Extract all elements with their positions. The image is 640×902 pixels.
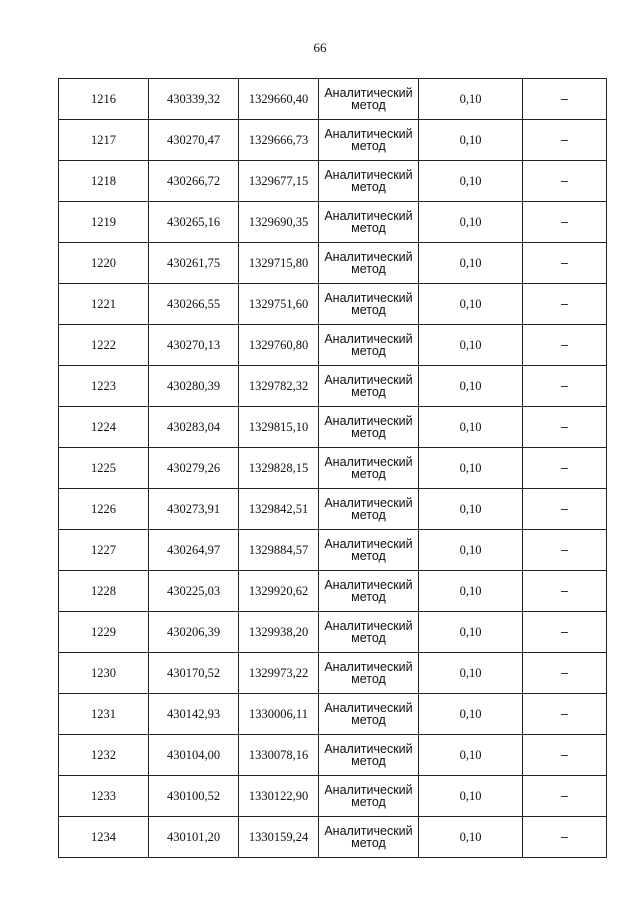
table-row bbox=[59, 612, 607, 653]
method-line2: метод bbox=[351, 385, 386, 399]
precision-cell: 0,10 bbox=[419, 735, 523, 776]
method-line2: метод bbox=[351, 836, 386, 850]
y-coordinate-cell: 1330159,24 bbox=[239, 817, 319, 858]
y-coordinate-cell: 1329677,15 bbox=[239, 161, 319, 202]
method-line2: метод bbox=[351, 303, 386, 317]
table-row bbox=[59, 325, 607, 366]
method-cell bbox=[319, 448, 419, 489]
point-number-cell: 1225 bbox=[59, 448, 149, 489]
point-number-cell: 1228 bbox=[59, 571, 149, 612]
x-coordinate-cell: 430339,32 bbox=[149, 79, 239, 120]
point-number-cell: 1222 bbox=[59, 325, 149, 366]
precision-cell: 0,10 bbox=[419, 243, 523, 284]
method-line1: Аналитический bbox=[324, 290, 413, 305]
method-line1: Аналитический bbox=[324, 372, 413, 387]
y-coordinate-cell: 1329938,20 bbox=[239, 612, 319, 653]
method-line1: Аналитический bbox=[324, 454, 413, 469]
x-coordinate-cell: 430273,91 bbox=[149, 489, 239, 530]
method-cell bbox=[319, 817, 419, 858]
method-line1: Аналитический bbox=[324, 331, 413, 346]
y-coordinate-cell: 1329973,22 bbox=[239, 653, 319, 694]
precision-cell: 0,10 bbox=[419, 489, 523, 530]
table-row bbox=[59, 202, 607, 243]
table-row bbox=[59, 448, 607, 489]
method-cell bbox=[319, 325, 419, 366]
method-line1: Аналитический bbox=[324, 741, 413, 756]
x-coordinate-cell: 430270,47 bbox=[149, 120, 239, 161]
y-coordinate-cell: 1329828,15 bbox=[239, 448, 319, 489]
y-coordinate-cell: 1329690,35 bbox=[239, 202, 319, 243]
method-line1: Аналитический bbox=[324, 413, 413, 428]
y-coordinate-cell: 1329715,80 bbox=[239, 243, 319, 284]
method-line2: метод bbox=[351, 180, 386, 194]
precision-cell: 0,10 bbox=[419, 79, 523, 120]
y-coordinate-cell: 1330078,16 bbox=[239, 735, 319, 776]
table-row bbox=[59, 817, 607, 858]
x-coordinate-cell: 430104,00 bbox=[149, 735, 239, 776]
point-number-cell: 1217 bbox=[59, 120, 149, 161]
table-row bbox=[59, 489, 607, 530]
method-line1: Аналитический bbox=[324, 208, 413, 223]
y-coordinate-cell: 1329782,32 bbox=[239, 366, 319, 407]
method-line1: Аналитический bbox=[324, 782, 413, 797]
x-coordinate-cell: 430270,13 bbox=[149, 325, 239, 366]
method-line1: Аналитический bbox=[324, 700, 413, 715]
point-number-cell: 1219 bbox=[59, 202, 149, 243]
table-row bbox=[59, 120, 607, 161]
note-cell: – bbox=[523, 366, 607, 407]
method-line2: метод bbox=[351, 754, 386, 768]
point-number-cell: 1232 bbox=[59, 735, 149, 776]
precision-cell: 0,10 bbox=[419, 653, 523, 694]
method-cell bbox=[319, 407, 419, 448]
note-cell: – bbox=[523, 653, 607, 694]
method-cell bbox=[319, 120, 419, 161]
method-cell bbox=[319, 366, 419, 407]
precision-cell: 0,10 bbox=[419, 366, 523, 407]
x-coordinate-cell: 430206,39 bbox=[149, 612, 239, 653]
note-cell: – bbox=[523, 735, 607, 776]
method-cell bbox=[319, 612, 419, 653]
y-coordinate-cell: 1329920,62 bbox=[239, 571, 319, 612]
precision-cell: 0,10 bbox=[419, 612, 523, 653]
method-line1: Аналитический bbox=[324, 167, 413, 182]
point-number-cell: 1224 bbox=[59, 407, 149, 448]
method-line2: метод bbox=[351, 795, 386, 809]
table-row bbox=[59, 366, 607, 407]
note-cell: – bbox=[523, 694, 607, 735]
x-coordinate-cell: 430100,52 bbox=[149, 776, 239, 817]
precision-cell: 0,10 bbox=[419, 161, 523, 202]
table-row bbox=[59, 653, 607, 694]
note-cell: – bbox=[523, 407, 607, 448]
precision-cell: 0,10 bbox=[419, 530, 523, 571]
note-cell: – bbox=[523, 161, 607, 202]
point-number-cell: 1230 bbox=[59, 653, 149, 694]
method-cell bbox=[319, 161, 419, 202]
note-cell: – bbox=[523, 817, 607, 858]
y-coordinate-cell: 1329751,60 bbox=[239, 284, 319, 325]
note-cell: – bbox=[523, 489, 607, 530]
table-row bbox=[59, 79, 607, 120]
y-coordinate-cell: 1329666,73 bbox=[239, 120, 319, 161]
note-cell: – bbox=[523, 79, 607, 120]
note-cell: – bbox=[523, 120, 607, 161]
point-number-cell: 1216 bbox=[59, 79, 149, 120]
method-line1: Аналитический bbox=[324, 536, 413, 551]
method-cell bbox=[319, 202, 419, 243]
page-number: 66 bbox=[313, 40, 327, 55]
method-line2: метод bbox=[351, 344, 386, 358]
table-row bbox=[59, 735, 607, 776]
method-cell bbox=[319, 776, 419, 817]
method-line2: метод bbox=[351, 221, 386, 235]
method-line1: Аналитический bbox=[324, 495, 413, 510]
x-coordinate-cell: 430170,52 bbox=[149, 653, 239, 694]
y-coordinate-cell: 1330122,90 bbox=[239, 776, 319, 817]
point-number-cell: 1218 bbox=[59, 161, 149, 202]
point-number-cell: 1223 bbox=[59, 366, 149, 407]
precision-cell: 0,10 bbox=[419, 120, 523, 161]
method-line1: Аналитический bbox=[324, 823, 413, 838]
x-coordinate-cell: 430225,03 bbox=[149, 571, 239, 612]
note-cell: – bbox=[523, 284, 607, 325]
method-line2: метод bbox=[351, 508, 386, 522]
precision-cell: 0,10 bbox=[419, 776, 523, 817]
note-cell: – bbox=[523, 612, 607, 653]
table-row bbox=[59, 530, 607, 571]
precision-cell: 0,10 bbox=[419, 694, 523, 735]
note-cell: – bbox=[523, 448, 607, 489]
method-cell bbox=[319, 284, 419, 325]
precision-cell: 0,10 bbox=[419, 817, 523, 858]
y-coordinate-cell: 1329760,80 bbox=[239, 325, 319, 366]
x-coordinate-cell: 430265,16 bbox=[149, 202, 239, 243]
note-cell: – bbox=[523, 776, 607, 817]
x-coordinate-cell: 430280,39 bbox=[149, 366, 239, 407]
table-body bbox=[59, 79, 607, 858]
point-number-cell: 1231 bbox=[59, 694, 149, 735]
table-row bbox=[59, 694, 607, 735]
x-coordinate-cell: 430261,75 bbox=[149, 243, 239, 284]
x-coordinate-cell: 430142,93 bbox=[149, 694, 239, 735]
method-line2: метод bbox=[351, 98, 386, 112]
method-cell bbox=[319, 735, 419, 776]
method-cell bbox=[319, 653, 419, 694]
method-line2: метод bbox=[351, 467, 386, 481]
coordinates-table bbox=[58, 78, 607, 858]
table-row bbox=[59, 776, 607, 817]
note-cell: – bbox=[523, 571, 607, 612]
method-line2: метод bbox=[351, 713, 386, 727]
x-coordinate-cell: 430266,72 bbox=[149, 161, 239, 202]
method-line1: Аналитический bbox=[324, 249, 413, 264]
x-coordinate-cell: 430279,26 bbox=[149, 448, 239, 489]
table-row bbox=[59, 161, 607, 202]
note-cell: – bbox=[523, 325, 607, 366]
x-coordinate-cell: 430101,20 bbox=[149, 817, 239, 858]
method-line1: Аналитический bbox=[324, 126, 413, 141]
point-number-cell: 1226 bbox=[59, 489, 149, 530]
method-line2: метод bbox=[351, 631, 386, 645]
y-coordinate-cell: 1329884,57 bbox=[239, 530, 319, 571]
note-cell: – bbox=[523, 243, 607, 284]
note-cell: – bbox=[523, 202, 607, 243]
method-line2: метод bbox=[351, 262, 386, 276]
method-cell bbox=[319, 489, 419, 530]
method-cell bbox=[319, 243, 419, 284]
method-line1: Аналитический bbox=[324, 659, 413, 674]
point-number-cell: 1233 bbox=[59, 776, 149, 817]
method-line1: Аналитический bbox=[324, 577, 413, 592]
method-line1: Аналитический bbox=[324, 85, 413, 100]
method-cell bbox=[319, 530, 419, 571]
point-number-cell: 1229 bbox=[59, 612, 149, 653]
point-number-cell: 1227 bbox=[59, 530, 149, 571]
method-line2: метод bbox=[351, 549, 386, 563]
x-coordinate-cell: 430266,55 bbox=[149, 284, 239, 325]
precision-cell: 0,10 bbox=[419, 448, 523, 489]
y-coordinate-cell: 1329842,51 bbox=[239, 489, 319, 530]
method-cell bbox=[319, 694, 419, 735]
method-line2: метод bbox=[351, 590, 386, 604]
table-row bbox=[59, 243, 607, 284]
point-number-cell: 1234 bbox=[59, 817, 149, 858]
y-coordinate-cell: 1329815,10 bbox=[239, 407, 319, 448]
table-row bbox=[59, 571, 607, 612]
method-line2: метод bbox=[351, 672, 386, 686]
method-cell bbox=[319, 571, 419, 612]
table-row bbox=[59, 284, 607, 325]
y-coordinate-cell: 1330006,11 bbox=[239, 694, 319, 735]
point-number-cell: 1221 bbox=[59, 284, 149, 325]
point-number-cell: 1220 bbox=[59, 243, 149, 284]
y-coordinate-cell: 1329660,40 bbox=[239, 79, 319, 120]
method-line2: метод bbox=[351, 426, 386, 440]
table-row bbox=[59, 407, 607, 448]
method-line2: метод bbox=[351, 139, 386, 153]
method-line1: Аналитический bbox=[324, 618, 413, 633]
precision-cell: 0,10 bbox=[419, 407, 523, 448]
precision-cell: 0,10 bbox=[419, 571, 523, 612]
precision-cell: 0,10 bbox=[419, 202, 523, 243]
x-coordinate-cell: 430264,97 bbox=[149, 530, 239, 571]
precision-cell: 0,10 bbox=[419, 284, 523, 325]
x-coordinate-cell: 430283,04 bbox=[149, 407, 239, 448]
method-cell bbox=[319, 79, 419, 120]
note-cell: – bbox=[523, 530, 607, 571]
precision-cell: 0,10 bbox=[419, 325, 523, 366]
